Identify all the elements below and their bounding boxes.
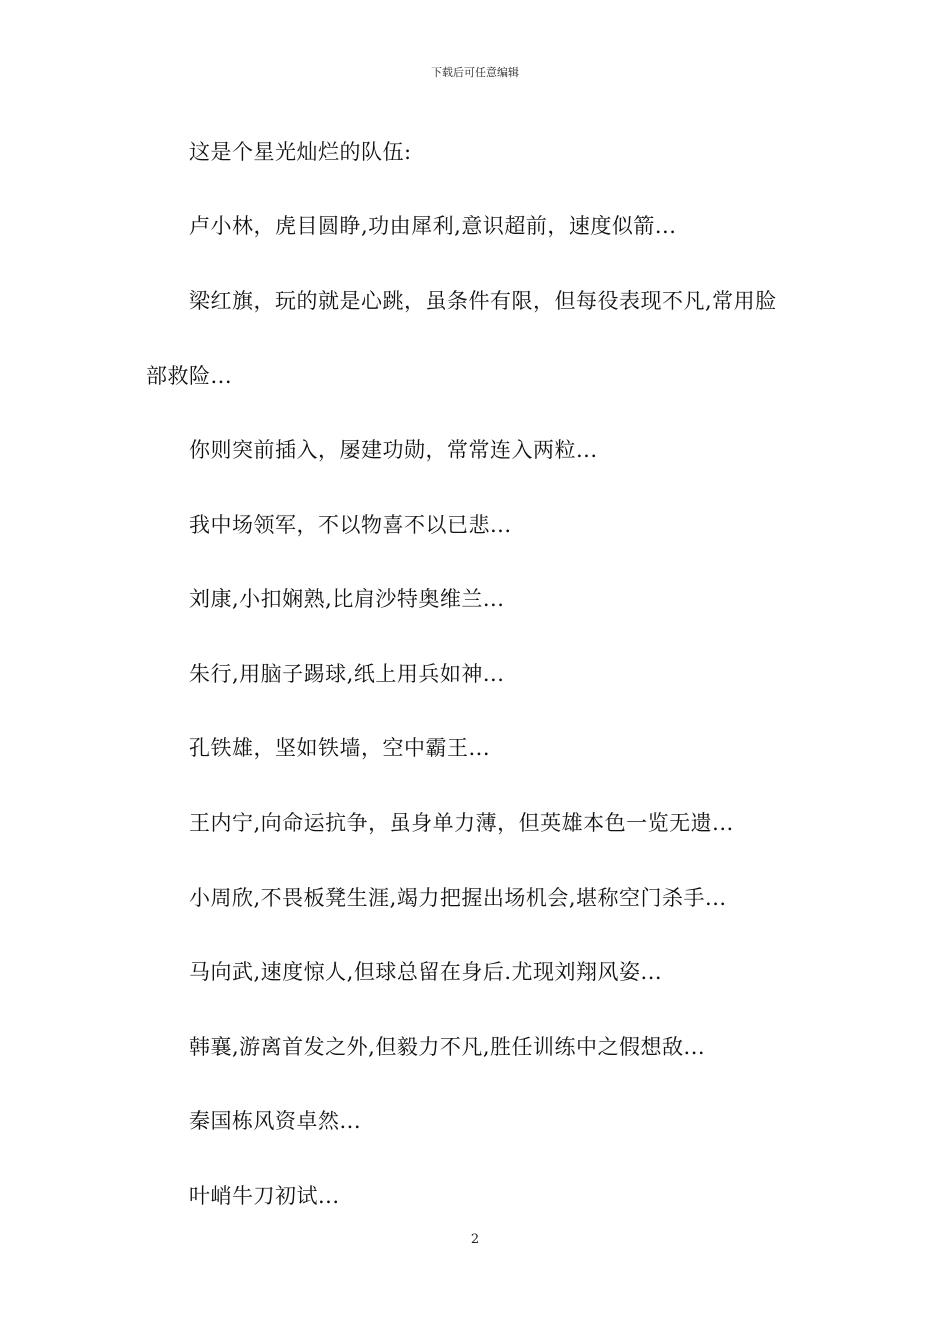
paragraph-line: 卢小林，虎目圆睁,功由犀利,意识超前，速度似箭...: [189, 214, 677, 238]
paragraph-line: 朱行,用脑子踢球,纸上用兵如神...: [189, 662, 505, 686]
page-header: 下载后可任意编辑: [431, 66, 519, 79]
paragraph-line: 叶峭牛刀初试...: [189, 1184, 340, 1208]
paragraph-line: 马向武,速度惊人,但球总留在身后.尤现刘翔风姿...: [189, 960, 663, 984]
paragraph-line: 王内宁,向命运抗争，虽身单力薄，但英雄本色一览无遗...: [189, 811, 734, 835]
paragraph-line: 你则突前插入，屡建功勋，常常连入两粒...: [189, 438, 598, 462]
paragraph-line: 这是个星光灿烂的队伍:: [189, 140, 412, 164]
paragraph-line: 韩襄,游离首发之外,但毅力不凡,胜任训练中之假想敌...: [189, 1035, 706, 1059]
page-number: 2: [470, 1232, 480, 1247]
paragraph-line: 部救险...: [146, 364, 233, 388]
paragraph-line: 刘康,小扣娴熟,比肩沙特奥维兰...: [189, 587, 505, 611]
paragraph-line: 孔铁雄，坚如铁墙，空中霸王...: [189, 736, 491, 760]
paragraph-line: 我中场领军，不以物喜不以已悲...: [189, 513, 512, 537]
paragraph-line: 梁红旗，玩的就是心跳，虽条件有限，但每役表现不凡,常用脸: [189, 289, 777, 313]
paragraph-line: 小周欣,不畏板凳生涯,竭力把握出场机会,堪称空门杀手...: [189, 886, 727, 910]
paragraph-line: 秦国栋风资卓然...: [189, 1109, 362, 1133]
